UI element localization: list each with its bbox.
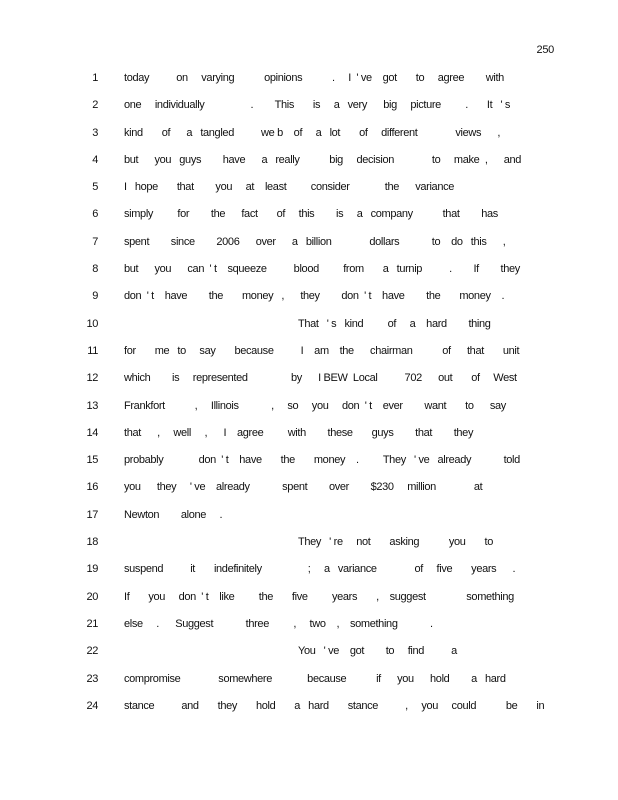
- line-number: 15: [86, 454, 98, 467]
- line-text: today on varying opinions . I ' ve got to agree with: [124, 72, 504, 84]
- transcript-line: [0, 288, 618, 315]
- transcript-line: [0, 179, 618, 206]
- transcript-line: [0, 125, 618, 152]
- transcript-line: [0, 589, 618, 616]
- line-number: 5: [92, 181, 98, 194]
- line-number: 13: [86, 399, 98, 412]
- transcript-line: [0, 261, 618, 288]
- transcript-line: [0, 561, 618, 588]
- line-text: simply for the fact of this is a company that has: [124, 208, 498, 221]
- transcript-line: [0, 316, 618, 343]
- transcript-line: [0, 343, 618, 370]
- line-text: which is represented by I BEW Local 702 out of West: [124, 372, 517, 385]
- line-text: spent since 2006 over a billion dollars to do this ,: [124, 235, 506, 248]
- transcript-line: [0, 234, 618, 261]
- line-number: 21: [86, 617, 98, 630]
- transcript-line: [0, 70, 618, 97]
- line-number: 24: [86, 699, 98, 712]
- line-number: 14: [86, 426, 98, 439]
- transcript-lines: [0, 70, 618, 725]
- line-number: 6: [92, 208, 98, 221]
- transcript-line: [0, 671, 618, 698]
- line-text: probably don ' t have the money . They ' ve already told: [124, 454, 520, 467]
- line-text: for me to say because I am the chairman of that unit: [124, 344, 520, 357]
- transcript-line: [0, 479, 618, 506]
- line-number: 3: [92, 126, 98, 139]
- line-number: 11: [87, 344, 98, 357]
- line-number: 8: [92, 263, 98, 276]
- transcript-line: [0, 452, 618, 479]
- line-number: 1: [92, 72, 98, 84]
- line-number: 9: [92, 290, 98, 303]
- line-number: 12: [86, 372, 98, 385]
- line-text: but you guys have a really big decision to make , and: [124, 153, 522, 166]
- page-number: 250: [536, 44, 554, 56]
- line-text: compromise somewhere because if you hold a hard: [124, 672, 506, 685]
- line-number: 10: [86, 317, 98, 330]
- transcript-line: [0, 698, 618, 725]
- line-text: Frankfort , Illinois , so you don ' t ever want to say: [124, 399, 506, 412]
- transcript-line: [0, 152, 618, 179]
- line-number: 22: [86, 645, 98, 658]
- line-number: 2: [92, 99, 98, 112]
- line-text: Newton alone .: [124, 508, 223, 521]
- line-text: If you don ' t like the five years , suggest something: [124, 590, 514, 603]
- transcript-line: [0, 534, 618, 561]
- line-text: They ' re not asking you to: [298, 536, 493, 549]
- line-number: 17: [86, 508, 98, 521]
- transcript-line: [0, 643, 618, 670]
- transcript-line: [0, 425, 618, 452]
- line-text: you they ' ve already spent over $230 million at: [124, 481, 483, 494]
- line-text: but you can ' t squeeze blood from a turnip . If they: [124, 263, 520, 276]
- line-number: 20: [86, 590, 98, 603]
- line-text: else . Suggest three , two , something .: [124, 617, 433, 630]
- line-text: I hope that you at least consider the variance: [124, 181, 455, 194]
- transcript-line: [0, 616, 618, 643]
- line-text: You ' ve got to find a: [298, 645, 457, 658]
- line-number: 19: [86, 563, 98, 576]
- transcript-line: [0, 206, 618, 233]
- transcript-line: [0, 507, 618, 534]
- line-text: suspend it indefinitely ; a variance of five years .: [124, 563, 516, 576]
- line-number: 23: [86, 672, 98, 685]
- line-number: 7: [92, 235, 98, 248]
- transcript-line: [0, 97, 618, 124]
- line-text: one individually . This is a very big picture . It ' s: [124, 99, 511, 112]
- line-number: 16: [86, 481, 98, 494]
- line-text: that , well , I agree with these guys that they: [124, 426, 474, 439]
- line-number: 4: [92, 153, 98, 166]
- line-number: 18: [86, 536, 98, 549]
- line-text: kind of a tangled we b of a lot of different views ,: [124, 126, 501, 139]
- transcript-line: [0, 370, 618, 397]
- transcript-line: [0, 398, 618, 425]
- line-text: That ' s kind of a hard thing: [298, 317, 491, 330]
- line-text: stance and they hold a hard stance , you could be in: [124, 699, 545, 712]
- line-text: don ' t have the money , they don ' t have the money .: [124, 290, 505, 303]
